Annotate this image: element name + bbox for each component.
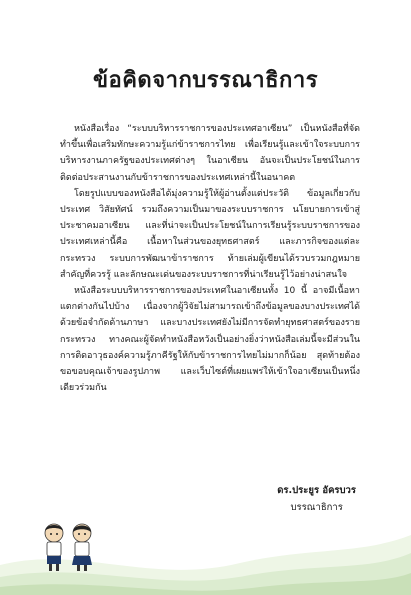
signer-role: บรรณาธิการ xyxy=(290,502,343,513)
signer-name: ดร.ประยูร อัครบวร xyxy=(277,485,356,496)
students-icon xyxy=(34,521,104,573)
editorial-body xyxy=(60,121,360,396)
signature-block xyxy=(277,482,356,516)
page-title: ข้อคิดจากบรรณาธิการ xyxy=(92,68,319,93)
paragraph-3: หนังสือระบบบริหารราชการของประเทศในอาเซียนทั้ง 10 นี้ อาจมีเนื้อหาแตกต่างกันไปบ้าง เนื่องจากผู้วิจัยไม่สามารถเข้าถึงข้อมูลของบางประเทศได้ด้วยข้อจำกัดด้านภาษา และบางประเทศยังไม่มีการจัดทำยุทธศาสตร์ของรายกระทรวง ทางคณะผู้จัดทำหนังสือหวังเป็นอย่างยิ่งว่าหนังสือเล่มนี้จะมีส่วนในการติดอาวุธองค์ความรู้ภาคีรัฐให้กับข้าราชการไทยไม่มากก็น้อย สุดท้ายต้องขอขอบคุณเจ้าของรูปภาพ และเว็บไซต์ที่เผยแพร่ให้เข้าใจอาเซียนเป็นหนึ่งเดียวร่วมกัน xyxy=(60,286,360,394)
paragraph-2: โดยรูปแบบของหนังสือได้มุ่งความรู้ให้ผู้อ่านตั้งแต่ประวัติ ข้อมูลเกี่ยวกับประเทศ วิสัยทัศน์ รวมถึงความเป็นมาของระบบราชการ นโยบายการเข้าสู่ประชาคมอาเซียน และที่น่าจะเป็นประโยชน์ในการเรียนรู้ระบบราชการของประเทศเหล่านี้คือ เนื้อหาในส่วนของยุทธศาสตร์ และภารกิจของแต่ละกระทรวง ระบบการพัฒนาข้าราชการ ท้ายเล่มผู้เขียนได้รวบรวมกฎหมายสำคัญที่ควรรู้ และลักษณะเด่นของระบบราชการที่น่าเรียนรู้ไว้อย่างน่าสนใจ xyxy=(60,188,360,280)
paragraph-1: หนังสือเรื่อง “ระบบบริหารราชการของประเทศอาเซียน” เป็นหนังสือที่จัดทำขึ้นเพื่อเสริมทักษะความรู้แก่ข้าราชการไทย เพื่อเรียนรู้และเข้าใจระบบการบริหารงานภาครัฐของประเทศต่างๆ ในอาเซียน อันจะเป็นประโยชน์ในการติดต่อประสานงานกับข้าราชการของประเทศเหล่านี้ในอนาคต xyxy=(60,124,360,183)
